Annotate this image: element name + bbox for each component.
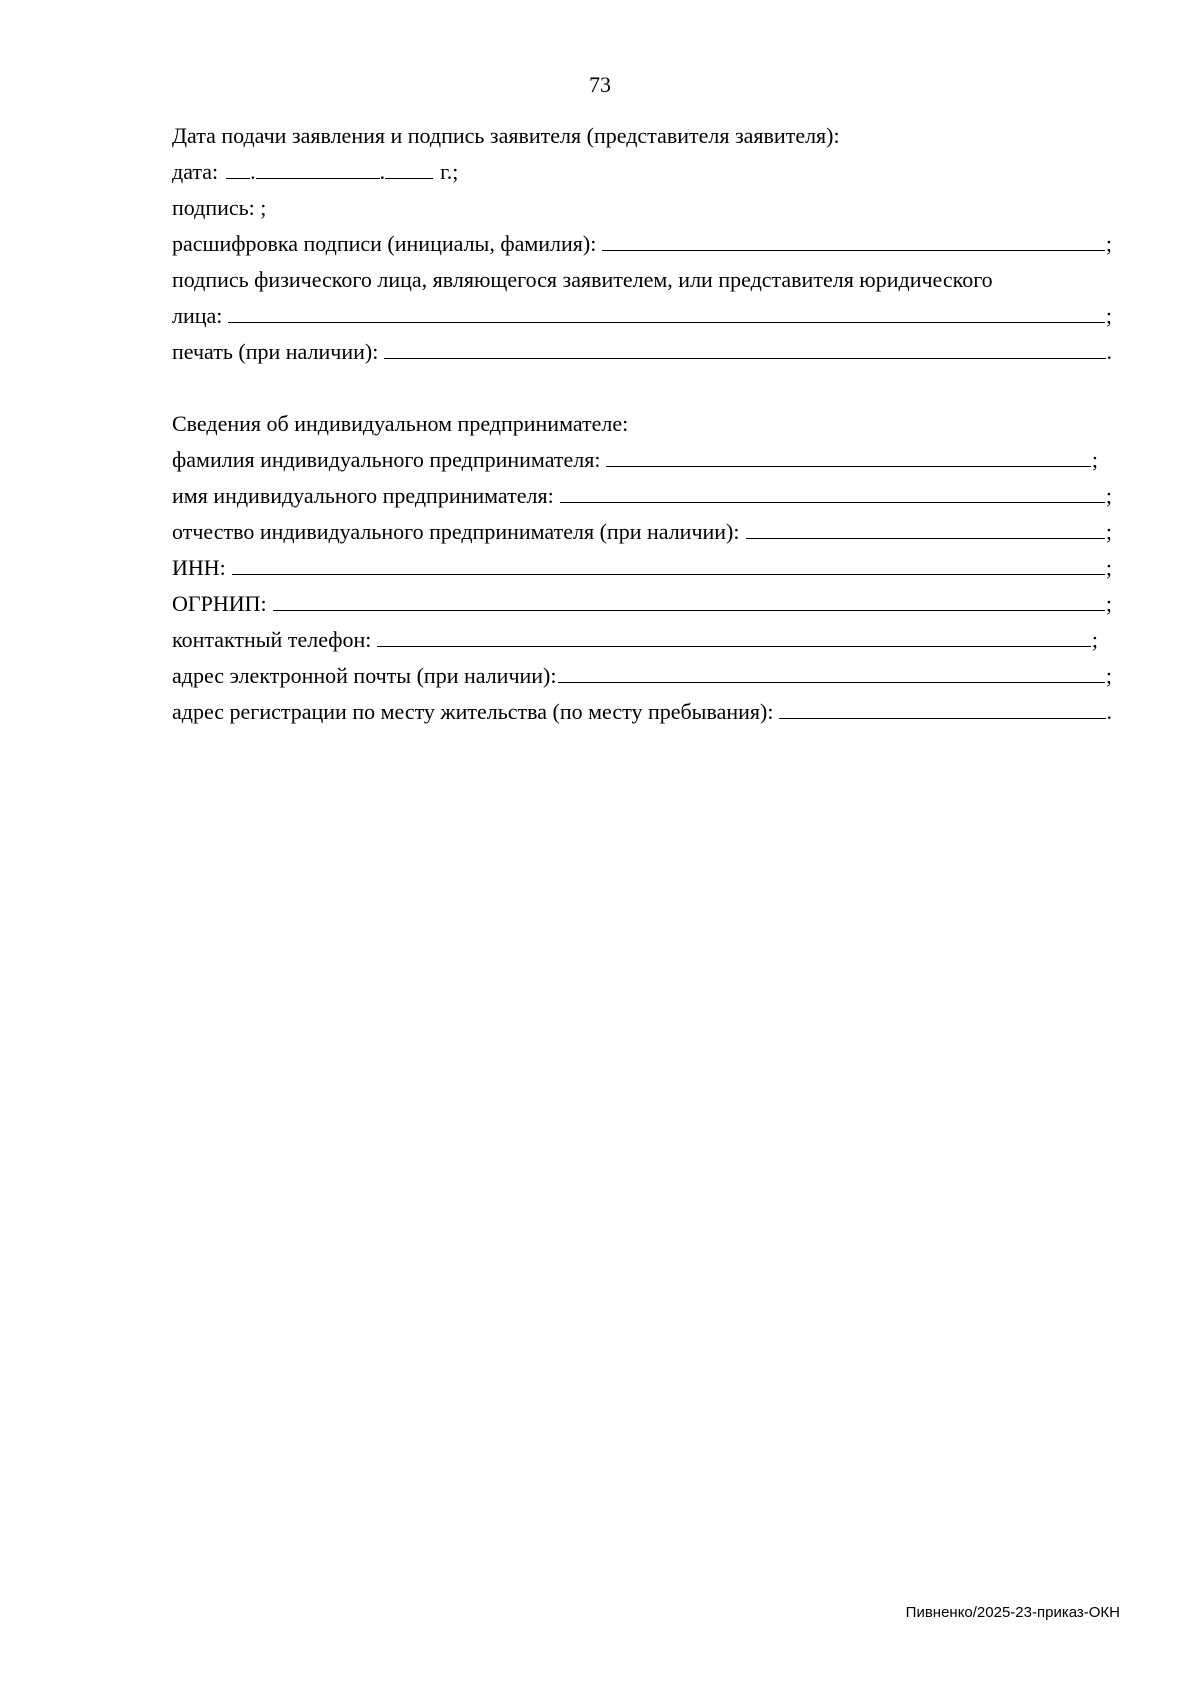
- field-patronymic-label: отчество индивидуального предпринимателя (при наличии):: [172, 519, 740, 544]
- phys-sign-cont-line: [172, 301, 1112, 337]
- date-month-field[interactable]: [256, 158, 380, 179]
- stamp-field[interactable]: [384, 338, 1105, 359]
- field-ogrnip-input[interactable]: [273, 590, 1105, 611]
- form-content: [172, 121, 1112, 733]
- field-surname-end: ;: [1091, 447, 1098, 472]
- entrepreneur-heading-text: Сведения об индивидуальном предпринимателе:: [172, 411, 629, 436]
- field-surname-input[interactable]: [606, 446, 1090, 467]
- entrepreneur-heading: [172, 409, 1112, 445]
- field-inn-end: ;: [1105, 555, 1112, 580]
- phys-sign-end: ;: [1105, 303, 1112, 328]
- field-ogrnip: [172, 589, 1112, 625]
- date-line: [172, 157, 1112, 193]
- field-surname-label: фамилия индивидуального предпринимателя:: [172, 447, 601, 472]
- date-day-field[interactable]: [226, 158, 250, 179]
- date-separator-1: .: [250, 159, 256, 184]
- field-phone-end: ;: [1091, 627, 1098, 652]
- submission-heading-text: Дата подачи заявления и подпись заявителя (представителя заявителя):: [172, 123, 840, 148]
- stamp-line: [172, 337, 1112, 373]
- decode-end: ;: [1105, 231, 1112, 256]
- phys-sign-line: [172, 265, 1112, 301]
- date-suffix: г.;: [440, 159, 459, 184]
- signature-text: подпись: ;: [172, 195, 267, 220]
- field-address-input[interactable]: [779, 698, 1105, 719]
- field-inn: [172, 553, 1112, 589]
- field-name-input[interactable]: [560, 482, 1105, 503]
- field-address-end: .: [1106, 699, 1112, 724]
- decode-line: [172, 229, 1112, 265]
- stamp-end: .: [1106, 339, 1112, 364]
- field-phone-input[interactable]: [377, 626, 1091, 647]
- field-patronymic-input[interactable]: [746, 518, 1105, 539]
- decode-label: расшифровка подписи (инициалы, фамилия):: [172, 231, 597, 256]
- date-year-field[interactable]: [385, 158, 433, 179]
- phys-sign-field[interactable]: [228, 302, 1104, 323]
- field-phone: [172, 625, 1112, 661]
- field-surname: [172, 445, 1112, 481]
- section-spacer: [172, 373, 1112, 409]
- field-ogrnip-label: ОГРНИП:: [172, 591, 267, 616]
- field-name-label: имя индивидуального предпринимателя:: [172, 483, 554, 508]
- field-name: [172, 481, 1112, 517]
- stamp-label: печать (при наличии):: [172, 339, 379, 364]
- date-separator-2: .: [379, 159, 386, 184]
- phys-sign-text: подпись физического лица, являющегося заявителем, или представителя юридического: [172, 267, 993, 292]
- footer-doc-ref: Пивненко/2025-23-приказ-ОКН: [905, 1604, 1120, 1621]
- field-email-input[interactable]: [558, 662, 1105, 683]
- field-email-label: адрес электронной почты (при наличии):: [172, 663, 557, 688]
- field-patronymic-end: ;: [1105, 519, 1112, 544]
- field-email: [172, 661, 1112, 697]
- field-name-end: ;: [1105, 483, 1112, 508]
- date-label: дата:: [172, 159, 219, 184]
- field-inn-label: ИНН:: [172, 555, 226, 580]
- field-inn-input[interactable]: [232, 554, 1105, 575]
- decode-field[interactable]: [602, 230, 1105, 251]
- page-number: 73: [589, 72, 611, 97]
- signature-line: [172, 193, 1112, 229]
- submission-heading: [172, 121, 1112, 157]
- phys-sign-cont-label: лица:: [172, 303, 223, 328]
- field-address: [172, 697, 1112, 733]
- field-address-label: адрес регистрации по месту жительства (по месту пребывания):: [172, 699, 774, 724]
- field-phone-label: контактный телефон:: [172, 627, 372, 652]
- field-patronymic: [172, 517, 1112, 553]
- field-ogrnip-end: ;: [1105, 591, 1112, 616]
- field-email-end: ;: [1105, 663, 1112, 688]
